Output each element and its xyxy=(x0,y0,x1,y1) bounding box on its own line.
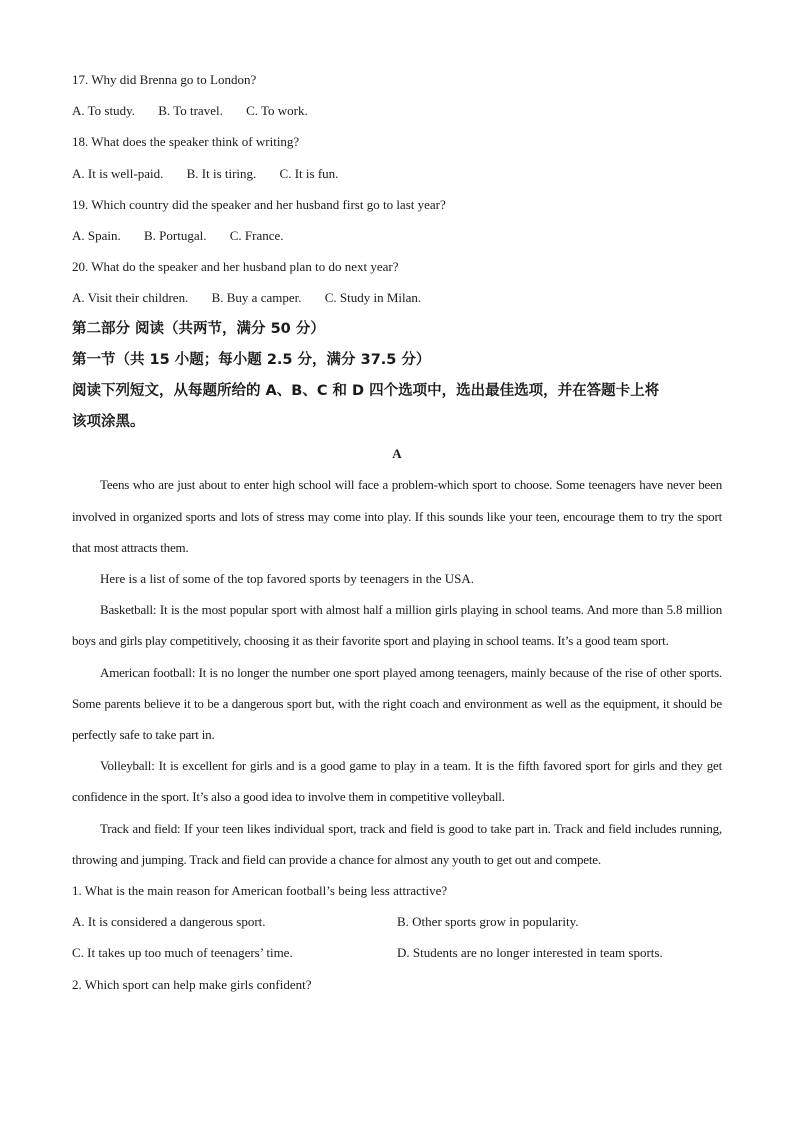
passage-label: A xyxy=(392,446,402,462)
passage-paragraph-6: Track and field: If your teen likes individual sport, track and field is good to take part in. Track and field includes running, throwing and jumping. Track and field can provide a chance for almost any youth to get out and compete. xyxy=(72,820,722,867)
question-options xyxy=(72,158,722,189)
passage-paragraph-2: Here is a list of some of the top favored sports by teenagers in the USA. xyxy=(100,571,475,587)
question-text: 2. Which sport can help make girls confident? xyxy=(72,976,312,992)
exam-page xyxy=(72,64,722,1000)
question-options xyxy=(72,282,722,313)
question-text: 17. Why did Brenna go to London? xyxy=(72,72,257,87)
section-one-heading: 第一节（共 15 小题；每小题 2.5 分，满分 37.5 分） xyxy=(72,351,431,368)
option-c: C. Study in Milan. xyxy=(324,290,422,306)
option-c: C. It is fun. xyxy=(279,165,339,181)
question-text: 20. What do the speaker and her husband plan to do next year? xyxy=(72,259,399,275)
listening-question-20 xyxy=(72,251,722,313)
option-c: C. It takes up too much of teenagers’ time. xyxy=(72,945,293,961)
question-options-row-1 xyxy=(72,906,722,937)
option-d: D. Students are no longer interested in team sports. xyxy=(397,945,663,961)
option-a: A. It is considered a dangerous sport. xyxy=(72,914,266,930)
passage-paragraph-5: Volleyball: It is excellent for girls and is a good game to play in a team. It is the fifth favored sport for girls and they get confidence in the sport. It’s also a good idea to involve them in competitive volleyball. xyxy=(72,758,722,805)
option-c: C. To work. xyxy=(246,103,308,119)
passage-paragraph-1: Teens who are just about to enter high school will face a problem-which sport to choose. Some teenagers have never been involved in organized sports and lots of stress may come into play. If this sounds like your teen, encourage them to try the sport that most attracts them. xyxy=(72,477,722,555)
reading-question-1 xyxy=(72,875,722,969)
option-a: A. Spain. xyxy=(72,227,121,243)
question-text: 19. Which country did the speaker and her husband first go to last year? xyxy=(72,196,446,212)
question-text: 1. What is the main reason for American football’s being less attractive? xyxy=(72,883,448,899)
instruction-line-2: 该项涂黑。 xyxy=(72,414,145,431)
passage-paragraph-4: American football: It is no longer the number one sport played among teenagers, mainly because of the rise of other sports. Some parents believe it to be a dangerous sport but, with the right coach and environment as well as the equipment, it should be perfectly safe to take part in. xyxy=(72,664,722,743)
question-options-row-2 xyxy=(72,937,722,968)
question-options xyxy=(72,95,722,126)
part-two-heading: 第二部分 阅读（共两节，满分 50 分） xyxy=(72,320,325,337)
option-b: B. Other sports grow in popularity. xyxy=(397,914,579,930)
passage-paragraph-3: Basketball: It is the most popular sport with almost half a million girls playing in school teams. And more than 5.8 million boys and girls play competitively, choosing it as their favorite sport and playing in school teams. It’s a good team sport. xyxy=(72,602,722,649)
option-a: A. Visit their children. xyxy=(72,290,189,306)
instruction-line-1: 阅读下列短文，从每题所给的 A、B、C 和 D 四个选项中，选出最佳选项，并在答题卡上将 xyxy=(72,382,660,399)
option-b: B. To travel. xyxy=(158,103,223,119)
question-text: 18. What does the speaker think of writing? xyxy=(72,134,300,150)
option-b: B. Buy a camper. xyxy=(211,290,302,306)
option-b: B. It is tiring. xyxy=(186,165,257,181)
option-b: B. Portugal. xyxy=(144,227,207,243)
question-options xyxy=(72,220,722,251)
option-a: A. To study. xyxy=(72,103,136,119)
listening-question-18 xyxy=(72,126,722,188)
listening-question-19 xyxy=(72,189,722,251)
reading-question-2 xyxy=(72,969,722,1000)
option-c: C. France. xyxy=(229,227,284,243)
listening-question-17 xyxy=(72,64,722,126)
option-a: A. It is well-paid. xyxy=(72,165,164,181)
